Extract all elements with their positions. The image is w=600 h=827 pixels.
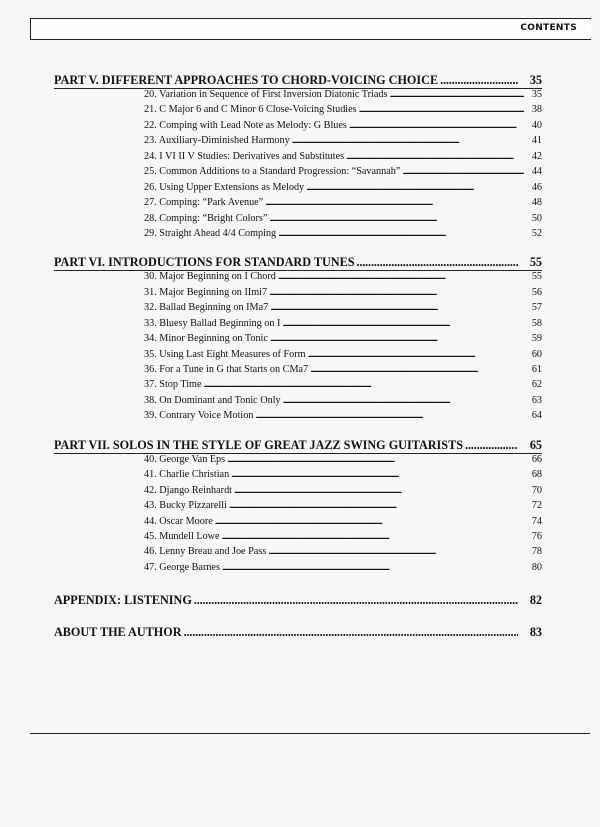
entry-page: 58 xyxy=(531,317,542,329)
entry-title: 40. George Van Eps xyxy=(144,453,226,465)
toc-entry[interactable] xyxy=(54,135,542,150)
entry-title: 27. Comping: “Park Avenue” xyxy=(144,197,264,209)
dot-leader xyxy=(255,410,524,421)
dot-leader xyxy=(389,89,524,100)
part-page: 35 xyxy=(529,73,542,87)
toc-entry[interactable] xyxy=(54,151,542,166)
dot-leader xyxy=(278,271,524,282)
entry-title: 43. Bucky Pizzarelli xyxy=(144,500,227,512)
entry-page: 74 xyxy=(531,515,542,527)
dot-leader xyxy=(270,333,524,344)
entry-page: 61 xyxy=(531,364,542,375)
entry-title: 26. Using Upper Extensions as Melody xyxy=(144,181,305,193)
entry-page: 44 xyxy=(531,166,542,178)
entry-page: 38 xyxy=(531,104,542,116)
entry-page: 42 xyxy=(531,150,542,162)
entry-title: 29. Straight Ahead 4/4 Comping xyxy=(144,227,277,239)
about-heading[interactable] xyxy=(54,625,542,643)
entry-title: 35. Using Last Eight Measures of Form xyxy=(144,348,306,360)
about-page: 83 xyxy=(529,625,542,640)
contents-header-label: CONTENTS xyxy=(520,23,577,33)
entry-title: 38. On Dominant and Tonic Only xyxy=(144,394,281,406)
dot-leader xyxy=(283,395,524,406)
toc-entry[interactable] xyxy=(54,349,542,364)
entry-title: 24. I VI II V Studies: Derivatives and Substitutes xyxy=(144,150,345,162)
entry-page: 76 xyxy=(531,530,542,542)
appendix-page: 82 xyxy=(529,593,542,608)
entry-page: 70 xyxy=(531,484,542,496)
toc-entry[interactable] xyxy=(54,410,542,425)
toc-entry[interactable] xyxy=(54,271,542,286)
toc-entry[interactable] xyxy=(54,364,542,379)
entry-page: 62 xyxy=(531,379,542,391)
entry-page: 55 xyxy=(531,271,542,283)
entry-page: 35 xyxy=(531,89,542,100)
dot-leader xyxy=(346,151,524,162)
entry-page: 78 xyxy=(531,546,542,558)
dot-leader xyxy=(222,531,524,542)
entry-page: 68 xyxy=(531,469,542,481)
entry-page: 80 xyxy=(531,561,542,573)
toc-entry[interactable] xyxy=(54,89,542,104)
bottom-rule xyxy=(30,733,590,734)
dot-leader xyxy=(222,562,524,573)
dot-leader xyxy=(229,500,524,511)
toc-entry[interactable] xyxy=(54,562,542,577)
entry-page: 72 xyxy=(531,500,542,512)
dot-leader xyxy=(308,349,524,360)
toc-entry[interactable] xyxy=(54,454,542,469)
dot-leader xyxy=(310,364,524,375)
entry-page: 52 xyxy=(531,227,542,239)
entry-title: 39. Contrary Voice Motion xyxy=(144,410,254,422)
entry-title: 31. Major Beginning on IImi7 xyxy=(144,286,268,298)
entry-page: 56 xyxy=(531,286,542,298)
dot-leader xyxy=(269,287,524,298)
entry-title: 25. Common Additions to a Standard Progression: “Savannah” xyxy=(144,166,401,178)
entry-page: 66 xyxy=(531,453,542,465)
entry-page: 50 xyxy=(531,212,542,224)
dot-leader xyxy=(203,379,524,390)
dot-leader xyxy=(359,104,524,115)
contents-header-bar xyxy=(30,18,591,40)
dot-leader xyxy=(440,73,518,88)
toc-entry[interactable] xyxy=(54,485,542,500)
toc-entry[interactable] xyxy=(54,546,542,561)
toc-entry[interactable] xyxy=(54,516,542,531)
toc-entry[interactable] xyxy=(54,333,542,348)
toc-entry[interactable] xyxy=(54,500,542,515)
entry-title: 34. Minor Beginning on Tonic xyxy=(144,333,268,345)
dot-leader xyxy=(268,546,524,557)
entry-title: 28. Comping: “Bright Colors” xyxy=(144,212,268,224)
dot-leader xyxy=(270,302,524,313)
entry-title: 20. Variation in Sequence of First Inversion Diatonic Triads xyxy=(144,89,388,100)
entry-title: 30. Major Beginning on I Chord xyxy=(144,271,276,283)
entry-page: 48 xyxy=(531,197,542,209)
entry-title: 36. For a Tune in G that Starts on CMa7 xyxy=(144,364,309,375)
toc-entry[interactable] xyxy=(54,182,542,197)
entry-title: 23. Auxiliary-Diminished Harmony xyxy=(144,135,290,147)
entry-title: 47. George Barnes xyxy=(144,561,220,573)
dot-leader xyxy=(356,255,518,270)
part-title: PART VI. INTRODUCTIONS FOR STANDARD TUNES xyxy=(54,255,355,270)
about-title: ABOUT THE AUTHOR xyxy=(54,625,182,640)
toc-entry[interactable] xyxy=(54,197,542,212)
toc-entry[interactable] xyxy=(54,379,542,394)
dot-leader xyxy=(194,593,518,608)
entry-title: 21. C Major 6 and C Minor 6 Close-Voicing Studies xyxy=(144,104,357,116)
entry-title: 33. Bluesy Ballad Beginning on I xyxy=(144,317,281,329)
entry-title: 46. Lenny Breau and Joe Pass xyxy=(144,546,267,558)
entry-page: 41 xyxy=(531,135,542,147)
entry-title: 37. Stop Time xyxy=(144,379,202,391)
dot-leader xyxy=(282,318,524,329)
entry-page: 46 xyxy=(531,181,542,193)
entry-page: 60 xyxy=(531,348,542,360)
toc-entry[interactable] xyxy=(54,228,542,243)
dot-leader xyxy=(184,625,518,640)
part-page: 55 xyxy=(529,255,542,270)
appendix-heading[interactable] xyxy=(54,593,542,611)
entry-page: 63 xyxy=(531,394,542,406)
dot-leader xyxy=(292,135,524,146)
dot-leader xyxy=(349,120,524,131)
toc-entry[interactable] xyxy=(54,531,542,546)
entry-page: 57 xyxy=(531,302,542,314)
entry-title: 44. Oscar Moore xyxy=(144,515,213,527)
part-page: 65 xyxy=(529,437,542,452)
dot-leader xyxy=(278,228,524,239)
part-title: PART VII. SOLOS IN THE STYLE OF GREAT JAZZ SWING GUITARISTS xyxy=(54,437,463,452)
toc-entry[interactable] xyxy=(54,166,542,181)
entry-title: 22. Comping with Lead Note as Melody: G Blues xyxy=(144,119,347,131)
toc-entry[interactable] xyxy=(54,469,542,484)
entry-title: 41. Charlie Christian xyxy=(144,469,230,481)
toc-entry[interactable] xyxy=(54,302,542,317)
appendix-title: APPENDIX: LISTENING xyxy=(54,593,192,608)
toc-entry[interactable] xyxy=(54,395,542,410)
entry-title: 45. Mundell Lowe xyxy=(144,530,220,542)
entry-title: 32. Ballad Beginning on IMa7 xyxy=(144,302,269,314)
dot-leader xyxy=(234,485,524,496)
toc-entry[interactable] xyxy=(54,213,542,228)
entry-title: 42. Django Reinhardt xyxy=(144,484,232,496)
part-title: PART V. DIFFERENT APPROACHES TO CHORD-VOICING CHOICE xyxy=(54,73,439,87)
toc-entry[interactable] xyxy=(54,120,542,135)
dot-leader xyxy=(306,182,524,193)
toc-entry[interactable] xyxy=(54,104,542,119)
dot-leader xyxy=(465,438,518,453)
entry-page: 40 xyxy=(531,119,542,131)
entry-page: 59 xyxy=(531,333,542,345)
dot-leader xyxy=(215,516,524,527)
dot-leader xyxy=(227,454,524,465)
table-of-contents xyxy=(54,73,542,643)
toc-entry[interactable] xyxy=(54,287,542,302)
entry-page: 64 xyxy=(531,410,542,422)
dot-leader xyxy=(402,166,524,177)
dot-leader xyxy=(265,197,524,208)
dot-leader xyxy=(231,469,524,480)
toc-entry[interactable] xyxy=(54,318,542,333)
dot-leader xyxy=(269,213,524,224)
